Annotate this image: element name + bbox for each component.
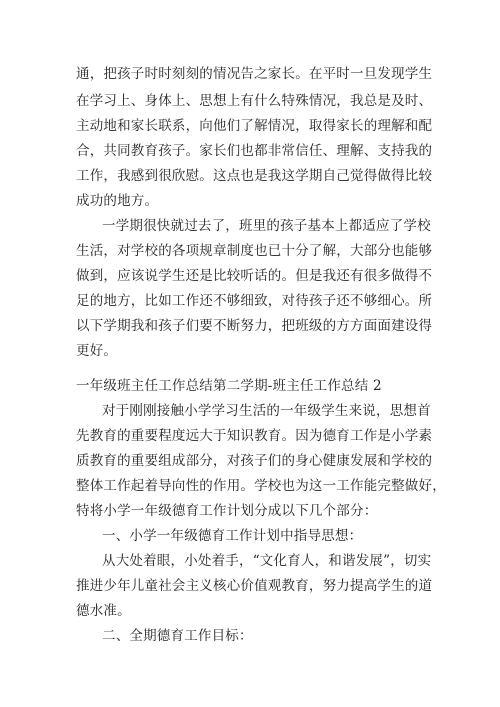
text-line-7: 一学期很快就过去了，班里的孩子基本上都适应了学校 [102, 218, 431, 234]
text-line-13: 对于刚刚接触小学学习生活的一年级学生来说，思想首 [102, 403, 431, 419]
text-line-15: 质教育的重要组成部分，对孩子们的身心健康发展和学校的 [76, 453, 433, 469]
text-line-9: 做到，应该说学生还是比较听话的。但是我还有很多做得不 [76, 268, 433, 284]
text-line-16: 整体工作起着导向性的作用。学校也为这一工作能完整做好， [76, 478, 446, 494]
text-line-12: 更好。 [76, 343, 118, 359]
text-line-10: 足的地方，比如工作还不够细致，对待孩子还不够细心。所 [76, 293, 433, 309]
text-line-6: 成功的地方。 [76, 193, 159, 209]
text-line-14: 先教育的重要程度远大于知识教育。因为德育工作是小学素 [76, 428, 433, 444]
section-heading: 一年级班主任工作总结第二学期-班主任工作总结 2 [76, 378, 382, 394]
text-line-2: 在学习上、身体上、思想上有什么特殊情况，我总是及时、 [76, 93, 433, 109]
text-line-3: 主动地和家长联系，向他们了解情况，取得家长的理解和配 [76, 118, 433, 134]
text-line-1: 通，把孩子时时刻刻的情况告之家长。在平时一旦发现学生 [76, 66, 433, 82]
text-line-19: 推进少年儿童社会主义核心价值观教育，努力提高学生的道 [76, 578, 433, 594]
text-line-8: 生活，对学校的各项规章制度也已十分了解，大部分也能够 [76, 243, 433, 259]
text-line-5: 工作，我感到很欣慰。这点也是我这学期自己觉得做得比较 [76, 168, 433, 184]
text-line-11: 以下学期我和孩子们要不断努力，把班级的方方面面建设得 [76, 318, 433, 334]
subheading-2: 二、全期德育工作目标： [102, 628, 253, 644]
subheading-1: 一、小学一年级德育工作计划中指导思想： [102, 528, 363, 544]
text-line-18: 从大处着眼，小处着手，“文化育人，和谐发展”，切实 [102, 553, 432, 569]
text-line-4: 合，共同教育孩子。家长们也都非常信任、理解、支持我的 [76, 143, 433, 159]
text-line-17: 特将小学一年级德育工作计划分成以下几个部分： [76, 503, 378, 519]
text-line-20: 德水准。 [76, 603, 131, 619]
